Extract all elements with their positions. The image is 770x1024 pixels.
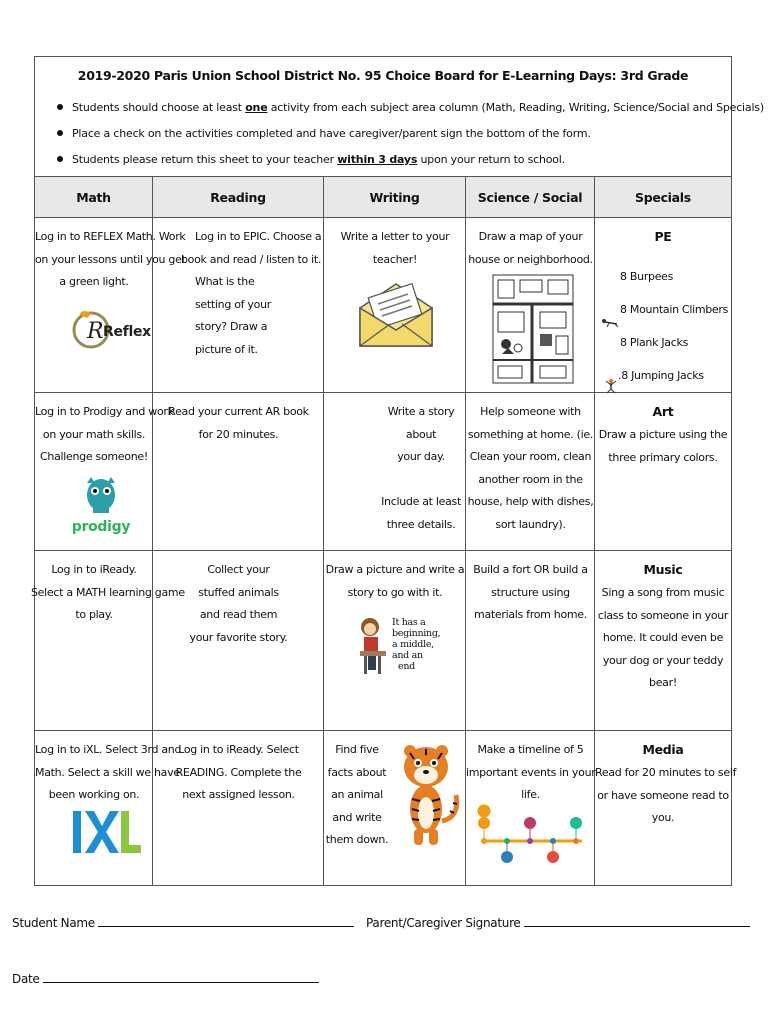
choice-board	[31, 56, 764, 886]
cell-specials-4: Media Read for 20 minutes to self or have someone read to you.	[595, 731, 731, 885]
cell-specials-1: PE 8 Burpees 8 Mountain Climbers 8 Plank Jacks .8 Jumping Jacks	[595, 218, 731, 393]
column-header-specials: Specials	[595, 177, 731, 218]
student-name-field[interactable]	[12, 916, 354, 930]
envelope-icon	[354, 278, 438, 350]
cell-science-1: Draw a map of your house or neighborhood.	[466, 218, 595, 393]
timeline-icon	[474, 815, 590, 867]
cell-writing-2: Write a story about your day. Include at least three details.	[324, 393, 466, 551]
svg-text:R: R	[87, 319, 104, 344]
cell-writing-3: Draw a picture and write a story to go with it. It has a beginning, a middle, and an end	[324, 551, 466, 731]
column-header-reading: Reading	[153, 177, 324, 218]
cell-science-4: Make a timeline of 5 important events in your life.	[466, 731, 595, 885]
mountain-climber-icon	[601, 318, 619, 328]
student-name-label: Student Name	[12, 916, 95, 930]
svg-text:IXL: IXL	[71, 807, 72, 808]
neighborhood-map-icon	[492, 274, 574, 384]
bullet-icon	[57, 156, 63, 162]
column-header-science: Science / Social	[466, 177, 595, 218]
bullet-icon	[57, 104, 63, 110]
cell-science-2: Help someone with something at home. (ie. Clean your room, clean another room in the house, help with dishes, sort laundry).	[466, 393, 595, 551]
instruction-item: Place a check on the activities completed and have caregiver/parent sign the bottom of the form.	[57, 121, 764, 147]
specials-title: Art	[652, 404, 674, 419]
cell-math-2: Log in to Prodigy and work on your math skills. Challenge someone! prodigy	[35, 393, 153, 551]
reflex-logo	[73, 306, 151, 354]
student-name-line[interactable]	[98, 925, 354, 927]
writing-girl-icon	[358, 615, 388, 681]
cell-reading-3: Collect your stuffed animals and read them your favorite story.	[153, 551, 324, 731]
signature-label: Parent/Caregiver Signature	[366, 916, 521, 930]
specials-title: PE	[654, 229, 672, 244]
cell-specials-2: Art Draw a picture using the three primary colors.	[595, 393, 731, 551]
cell-math-4: Log in to iXL. Select 3rd and Math. Select a skill we have been working on. IXL	[35, 731, 153, 885]
prodigy-logo	[69, 475, 133, 537]
cell-reading-1: Log in to EPIC. Choose a book and read / listen to it. What is the setting of your story? Draw a picture of it.	[153, 218, 324, 393]
board-title: 2019-2020 Paris Union School District No. 95 Choice Board for E-Learning Days: 3rd Grade	[77, 68, 689, 83]
cell-specials-3: Music Sing a song from music class to someone in your home. It could even be your dog or your teddy bear!	[595, 551, 731, 731]
instruction-item: Students please return this sheet to your teacher within 3 days upon your return to school.	[57, 147, 764, 173]
ixl-logo	[71, 807, 143, 857]
instructions-list	[57, 95, 764, 173]
date-label: Date	[12, 972, 40, 986]
svg-text:Reflex: Reflex	[103, 324, 151, 340]
column-header-math: Math	[35, 177, 153, 218]
cell-reading-2: Read your current AR book for 20 minutes.	[153, 393, 324, 551]
specials-title: Media	[642, 742, 684, 757]
date-field[interactable]	[12, 972, 319, 986]
cell-math-1: Log in to REFLEX Math. Work on your lessons until you get a green light. R Reflex	[35, 218, 153, 393]
cell-science-3: Build a fort OR build a structure using materials from home.	[466, 551, 595, 731]
bullet-icon	[57, 130, 63, 136]
jumping-jack-icon	[605, 378, 617, 394]
signature-field[interactable]	[366, 916, 750, 930]
cell-math-3: Log in to iReady. Select a MATH learning game to play.	[35, 551, 153, 731]
cell-reading-4: Log in to iReady. Select READING. Complete the next assigned lesson.	[153, 731, 324, 885]
instruction-item: Students should choose at least one activity from each subject area column (Math, Reading, Writing, Science/Social and Specials)	[57, 95, 764, 121]
date-line[interactable]	[43, 981, 319, 983]
column-header-writing: Writing	[324, 177, 466, 218]
cell-writing-4: Find five facts about an animal and write them down.	[324, 731, 466, 885]
signature-line[interactable]	[524, 925, 750, 927]
tiger-icon	[396, 741, 462, 851]
board-header	[35, 57, 764, 177]
cell-writing-1: Write a letter to your teacher!	[324, 218, 466, 393]
specials-title: Music	[643, 562, 683, 577]
svg-text:prodigy: prodigy	[71, 519, 131, 535]
